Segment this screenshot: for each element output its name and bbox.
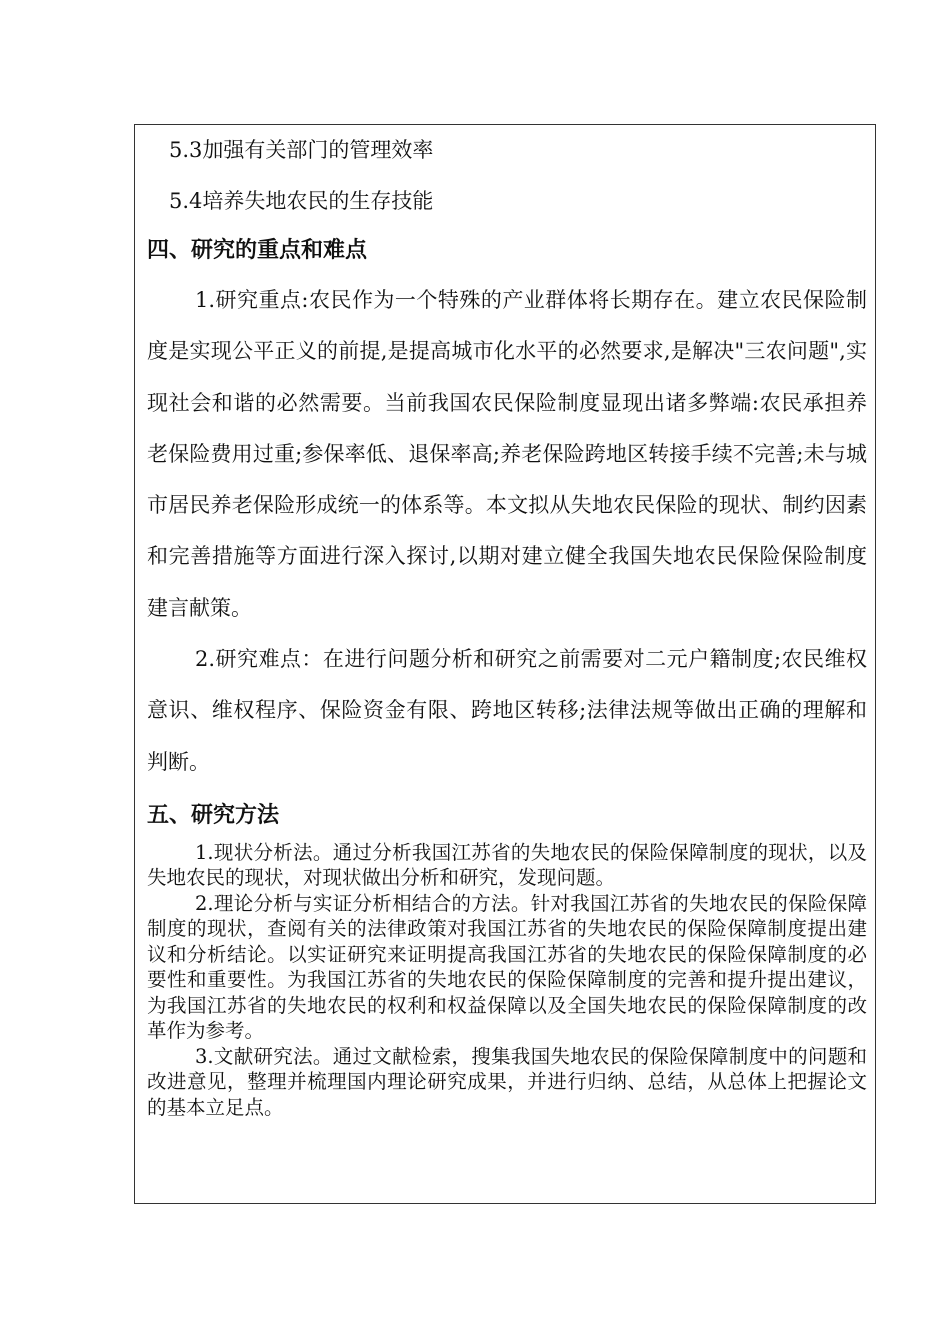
section-heading-key-points: 四、研究的重点和难点 (147, 238, 368, 263)
research-focus-paragraph: 1.研究重点:农民作为一个特殊的产业群体将长期存在。建立农民保险制度是实现公平正义的前提,是提高城市化水平的必然要求,是解决"三农问题",实现社会和谐的必然需要。当前我国农民保险制度显现出诸多弊端:农民承担养老保险费用过重;参保率低、退保率高;养老保险跨地区转接手续不完善;未与城市居民养老保险形成统一的体系等。本文拟从失地农民保险的现状、制约因素和完善措施等方面进行深入探讨,以期对建立健全我国失地农民保险保险制度建言献策。 (147, 288, 867, 620)
subsection-5-3: 5.3加强有关部门的管理效率 (169, 138, 434, 162)
method-paragraph-3: 3.文献研究法。通过文献检索，搜集我国失地农民的保险保障制度中的问题和改进意见，整理并梳理国内理论研究成果，并进行归纳、总结，从总体上把握论文的基本立足点。 (147, 1044, 867, 1119)
subsection-5-4: 5.4培养失地农民的生存技能 (169, 189, 434, 213)
document-table-cell (134, 124, 876, 1204)
research-difficulty-paragraph: 2.研究难点：在进行问题分析和研究之前需要对二元户籍制度;农民维权意识、维权程序、保险资金有限、跨地区转移;法律法规等做出正确的理解和判断。 (147, 647, 867, 774)
method-paragraph-1: 1.现状分析法。通过分析我国江苏省的失地农民的保险保障制度的现状，以及失地农民的现状，对现状做出分析和研究，发现问题。 (147, 840, 867, 890)
cell-content (147, 125, 867, 1120)
method-paragraph-2: 2.理论分析与实证分析相结合的方法。针对我国江苏省的失地农民的保险保障制度的现状，查阅有关的法律政策对我国江苏省的失地农民的保险保障制度提出建议和分析结论。以实证研究来证明提高我国江苏省的失地农民的保险保障制度的必要性和重要性。为我国江苏省的失地农民的保险保障制度的完善和提升提出建议，为我国江苏省的失地农民的权利和权益保障以及全国失地农民的保险保障制度的改革作为参考。 (147, 891, 867, 1043)
section-heading-methods: 五、研究方法 (147, 802, 280, 828)
